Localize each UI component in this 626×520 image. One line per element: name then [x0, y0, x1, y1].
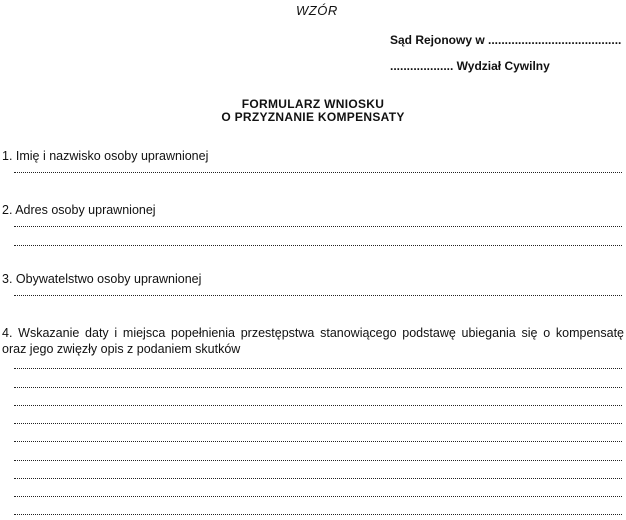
question-2-label: 2. Adres osoby uprawnionej — [2, 203, 156, 217]
answer-line-q4-7[interactable] — [14, 478, 622, 479]
answer-line-q4-8[interactable] — [14, 496, 622, 497]
question-3-label: 3. Obywatelstwo osoby uprawnionej — [2, 272, 202, 286]
answer-line-q1-1[interactable] — [14, 172, 622, 173]
answer-line-q4-6[interactable] — [14, 460, 622, 461]
question-4-label: 4. Wskazanie daty i miejsca popełnienia przestępstwa stanowiącego podstawę ubiegania się o kompensatę oraz jego zwięzły opis z podaniem skutków — [2, 326, 624, 356]
answer-line-q2-2[interactable] — [14, 245, 622, 246]
answer-line-q4-1[interactable] — [14, 368, 622, 369]
form-title-line-2: O PRZYZNANIE KOMPENSATY — [221, 110, 405, 124]
answer-line-q4-5[interactable] — [14, 441, 622, 442]
answer-line-q4-9[interactable] — [14, 514, 622, 515]
answer-line-q2-1[interactable] — [14, 226, 622, 227]
court-name-field[interactable]: Sąd Rejonowy w ........................................ — [390, 33, 622, 47]
question-1-label: 1. Imię i nazwisko osoby uprawnionej — [2, 149, 209, 163]
answer-line-q4-4[interactable] — [14, 423, 622, 424]
civil-division-field[interactable]: ................... Wydział Cywilny — [390, 59, 550, 73]
form-title-line-1: FORMULARZ WNIOSKU — [241, 97, 385, 111]
form-template-label: WZÓR — [296, 3, 338, 18]
answer-line-q3-1[interactable] — [14, 295, 622, 296]
answer-line-q4-3[interactable] — [14, 405, 622, 406]
answer-line-q4-2[interactable] — [14, 387, 622, 388]
